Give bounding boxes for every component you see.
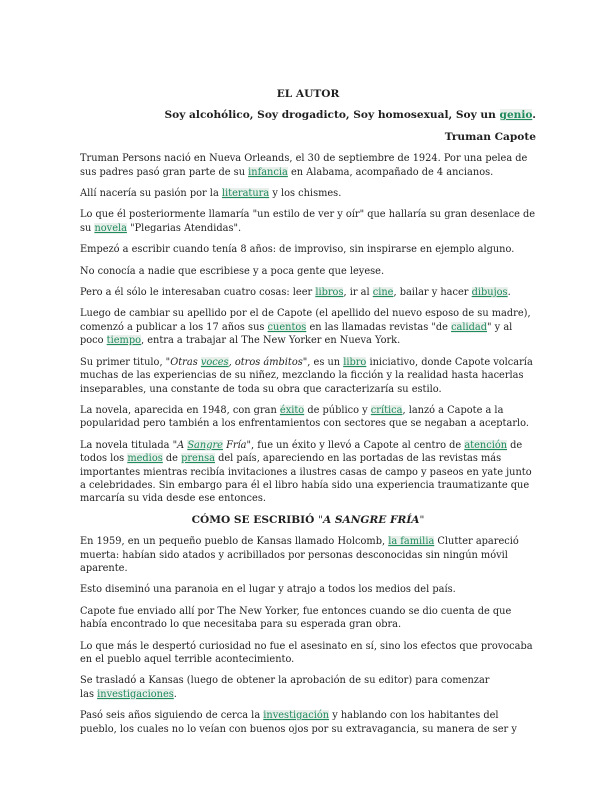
text-run: A SANGRE FRÍA — [322, 513, 420, 526]
text-run: ", fue un éxito y llevó a Capote al centro de — [246, 439, 465, 451]
text-run: Luego de cambiar su apellido por el de Capote (el apellido del nuevo esposo de su madre), comenzó a publicar a los 17 años sus — [80, 308, 531, 333]
hyperlink-genio[interactable]: genio — [499, 109, 533, 122]
text-run: de todos los — [80, 439, 523, 465]
paragraph — [80, 439, 536, 506]
paragraph — [80, 152, 536, 179]
text-run: , ir al — [343, 287, 373, 299]
hyperlink-calidad[interactable]: calidad — [451, 321, 488, 333]
paragraph — [80, 535, 536, 575]
text-run: A — [177, 439, 188, 451]
hyperlink-éxito[interactable]: éxito — [279, 404, 305, 416]
text-run: No conocía a nadie que escribiese y a poca gente que leyese. — [80, 265, 385, 277]
paragraph — [80, 307, 536, 347]
text-run: ", es un — [302, 356, 344, 368]
text-run: , bailar y hacer — [393, 287, 472, 299]
text-run: . — [532, 109, 536, 122]
document-body — [80, 88, 536, 744]
text-run: Empezó a escribir cuando tenía 8 años: de improviso, sin inspirarse en ejemplo alguno. — [80, 244, 515, 256]
paragraph — [80, 243, 536, 256]
text-run: Pasó seis años siguiendo de cerca la — [80, 710, 264, 722]
text-run: Capote fue enviado allí por The New Yorker, fue entonces cuando se dio cuenta de que había encontrado lo que necesitaba para su esperada gran obra. — [80, 605, 512, 631]
text-run: , entra a trabajar al The New Yorker en Nueva York. — [141, 335, 401, 347]
byline — [80, 131, 536, 144]
text-run: . — [507, 287, 511, 299]
epigraph — [80, 109, 536, 122]
text-run: de público y — [304, 404, 371, 416]
section-heading — [80, 514, 536, 527]
text-run: La novela titulada " — [80, 439, 178, 451]
text-run: y los chismes. — [269, 188, 342, 200]
text-run: Clutter apareció muerta: habían sido atados y acribillados por personas desconocidas sin ningún móvil aparente. — [80, 536, 519, 574]
text-run: Otras — [170, 356, 201, 368]
text-run: " — [419, 513, 425, 526]
hyperlink-prensa[interactable]: prensa — [181, 453, 215, 465]
text-run: , lanzó a Capote a la popularidad pero también a los enfrentamientos con sectores que se negaban a aceptarlo. — [80, 404, 529, 430]
hyperlink-sangre[interactable]: Sangre — [187, 439, 223, 451]
text-run: Pero a él sólo le interesaban cuatro cosas: leer — [80, 287, 316, 299]
hyperlink-voces[interactable]: voces — [200, 356, 229, 368]
hyperlink-investigaciones[interactable]: investigaciones — [97, 688, 174, 700]
paragraph — [80, 640, 536, 667]
text-run: de — [162, 453, 182, 465]
text-run: las — [80, 688, 98, 700]
text-run: "Plegarias Atendidas". — [126, 222, 242, 234]
text-run: EL AUTOR — [276, 88, 340, 100]
paragraph — [80, 404, 536, 431]
text-run: del país, apareciendo en las portadas de las revistas más importantes mientras recibía invitaciones a ilustres casas de campo y paseos en yate junto a celebridades. Sin embargo para él el libro había sido una experiencia traumatizante que marcaría su vida desde ese entonces. — [80, 453, 532, 505]
text-run: iniciativo, donde Capote volcaría muchas de las experiencias de su niñez, mezclando la ficción y la realidad hasta hacerlas inseparables, una constante de toda su obra que caracterizaría su estilo. — [80, 356, 533, 395]
paragraph — [80, 208, 536, 235]
text-run: y hablando con los habitantes del pueblo, los cuales no lo veían con buenos ojos por su extravagancia, su manera de ser y — [80, 710, 517, 735]
text-run: CÓMO SE ESCRIBIÓ — [191, 513, 319, 526]
paragraph — [80, 674, 536, 701]
hyperlink-literatura[interactable]: literatura — [221, 188, 270, 200]
paragraph — [80, 583, 536, 596]
text-run: Lo que él posteriormente llamaría "un estilo de ver y oír" que hallaría su gran desenlace de su — [80, 209, 536, 234]
text-run: Truman Capote — [444, 130, 536, 143]
text-run: . — [173, 688, 177, 700]
paragraph — [80, 265, 536, 278]
text-run: en Alabama, acompañado de 4 ancianos. — [287, 166, 494, 178]
hyperlink-cuentos[interactable]: cuentos — [267, 321, 307, 333]
hyperlink-libros[interactable]: libros — [315, 287, 344, 299]
hyperlink-atención[interactable]: atención — [464, 439, 508, 451]
text-run: Su primer titulo, " — [80, 356, 171, 368]
text-run: Fría — [222, 439, 247, 451]
doc-title — [80, 88, 536, 101]
paragraph — [80, 356, 536, 396]
hyperlink-libro[interactable]: libro — [343, 356, 367, 368]
text-run: , otros ámbitos — [228, 356, 303, 368]
paragraph — [80, 605, 536, 632]
text-run: en las llamadas revistas "de — [306, 321, 452, 333]
hyperlink-infancia[interactable]: infancia — [248, 166, 288, 178]
text-run: Truman Persons nació en Nueva Orleands, el 30 de septiembre de 1924. Por una pelea de sus padres pasó gran parte de su — [80, 153, 528, 178]
text-run: La novela, aparecida en 1948, con gran — [80, 404, 280, 416]
text-run: Se trasladó a Kansas (luego de obtener la aprobación de su editor) para comenzar — [80, 675, 490, 687]
text-run: Esto diseminó una paranoia en el lugar y atrajo a todos los medios del país. — [80, 584, 456, 596]
paragraph — [80, 187, 536, 200]
hyperlink-dibujos[interactable]: dibujos — [471, 287, 508, 299]
text-run: " y al poco — [80, 321, 513, 347]
text-run: Soy alcohólico, Soy drogadicto, Soy homosexual, Soy un — [164, 109, 500, 122]
text-run: Lo que más le despertó curiosidad no fue el asesinato en sí, sino los efectos que provocaba en el pueblo aquel terrible acontecimiento. — [80, 640, 533, 665]
hyperlink-investigación[interactable]: investigación — [263, 710, 330, 722]
hyperlink-tiempo[interactable]: tiempo — [106, 335, 141, 347]
hyperlink-la-familia[interactable]: la familia — [388, 536, 435, 548]
text-run: " — [318, 513, 323, 526]
paragraph — [80, 286, 536, 299]
hyperlink-cine[interactable]: cine — [372, 287, 394, 299]
paragraph — [80, 709, 536, 736]
text-run: Allí nacería su pasión por la — [80, 188, 222, 200]
hyperlink-novela[interactable]: novela — [94, 222, 127, 234]
hyperlink-medios[interactable]: medios — [127, 453, 163, 465]
hyperlink-crítica[interactable]: crítica — [370, 404, 403, 416]
text-run: En 1959, en un pequeño pueblo de Kansas llamado Holcomb, — [80, 536, 389, 548]
